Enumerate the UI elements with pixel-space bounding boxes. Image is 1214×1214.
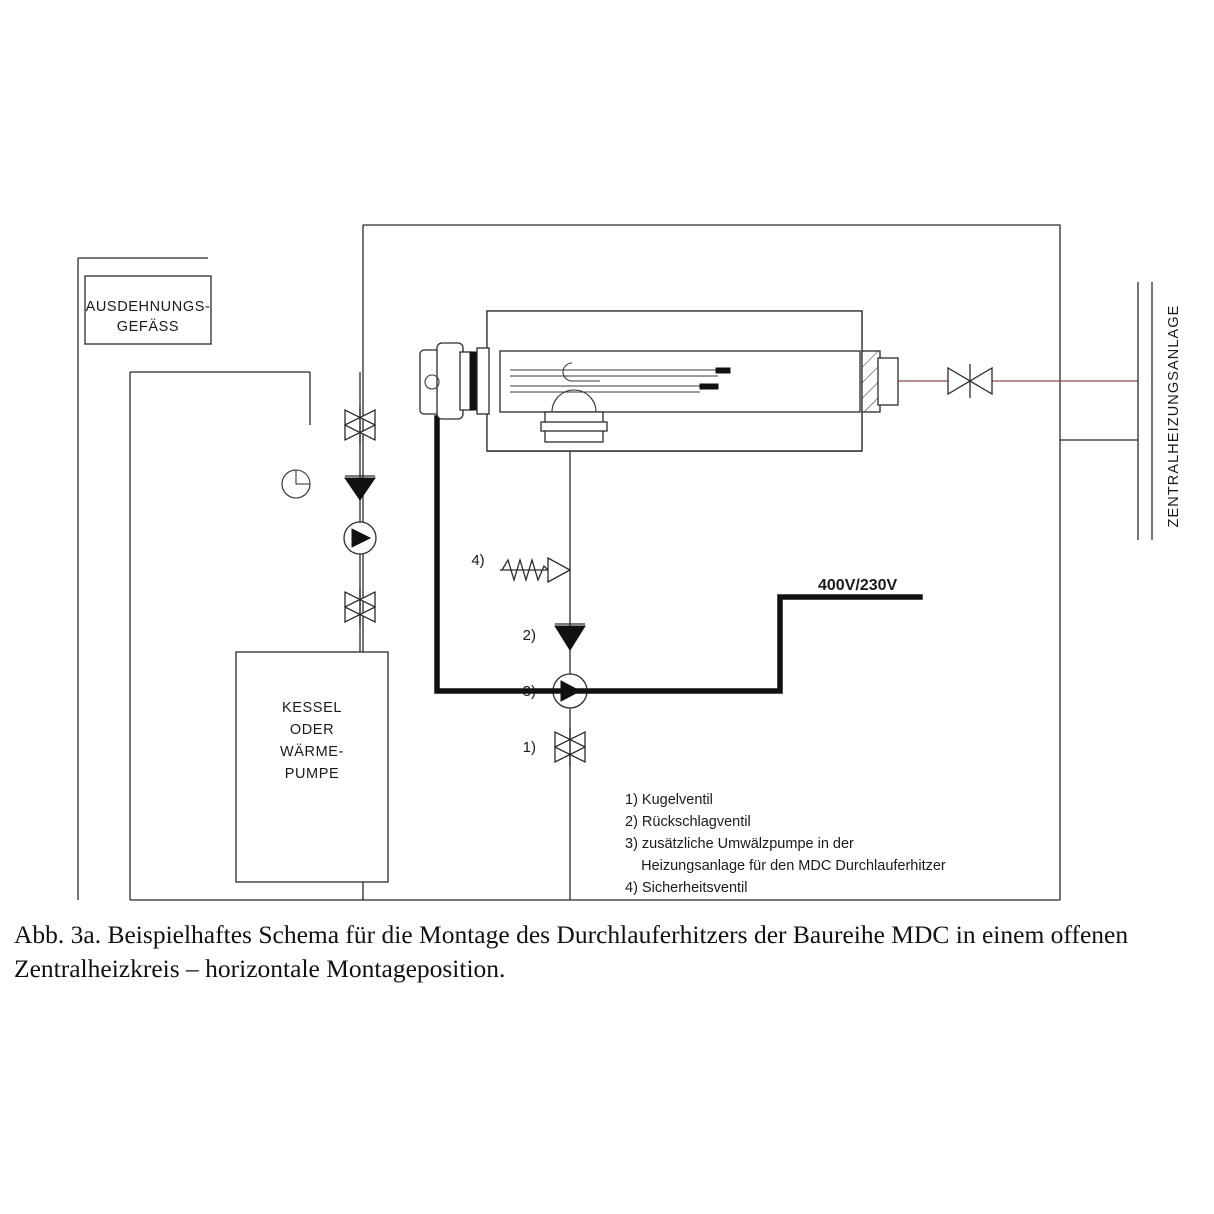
pump-left [344,522,376,554]
legend-item-3-cont: Heizungsanlage für den MDC Durchlauferhitzer [625,858,946,874]
valve-outlet [948,364,992,398]
electrical-supply-line [437,418,920,691]
figure-caption: Abb. 3a. Beispielhaftes Schema für die Montage des Durchlauferhitzers der Baureihe MDC in einem offenen Zentralheizkreis – horizontale Montageposition. [14,920,1129,983]
legend-item-3: 3) zusätzliche Umwälzpumpe in der [625,836,854,852]
legend-item-4: 4) Sicherheitsventil [625,880,748,896]
callout-2-label: 2) [522,627,536,644]
valve-ball-top [345,406,375,444]
callout-4-label: 4) [471,552,485,569]
legend [625,792,946,896]
valve-check-left [345,476,375,500]
voltage-label: 400V/230V [818,577,898,594]
left-branch-fittings [282,372,376,652]
valve-ball-1 [555,728,585,766]
legend-item-1: 1) Kugelventil [625,792,713,808]
expansion-vessel-label-line2: GEFÄSS [116,319,180,335]
mdc-flow-heater [420,311,898,451]
valve-ball-bottom [345,588,375,626]
central-heating-system [1060,282,1182,540]
legend-item-2: 2) Rückschlagventil [625,814,751,830]
boiler-label-line4: PUMPE [284,766,340,782]
gauge-icon [282,470,310,498]
expansion-vessel-label-line1: AUSDEHNUNGS- [85,299,211,315]
callout-1-label: 1) [522,739,536,756]
boiler-label-line1: KESSEL [281,700,343,716]
center-branch-piping [500,440,570,900]
boiler-heat-pump [236,652,388,882]
boiler-label-line2: ODER [289,722,335,738]
boiler-label-line3: WÄRME- [279,744,345,760]
valve-check-2 [555,624,585,650]
expansion-vessel [85,276,211,344]
callout-3-label: 3) [522,683,536,700]
heater-right-nozzle [862,351,898,412]
heater-outlet-line [898,364,1138,398]
central-heating-label: ZENTRALHEIZUNGSANLAGE [1166,304,1182,528]
heater-terminal-box [420,343,489,419]
